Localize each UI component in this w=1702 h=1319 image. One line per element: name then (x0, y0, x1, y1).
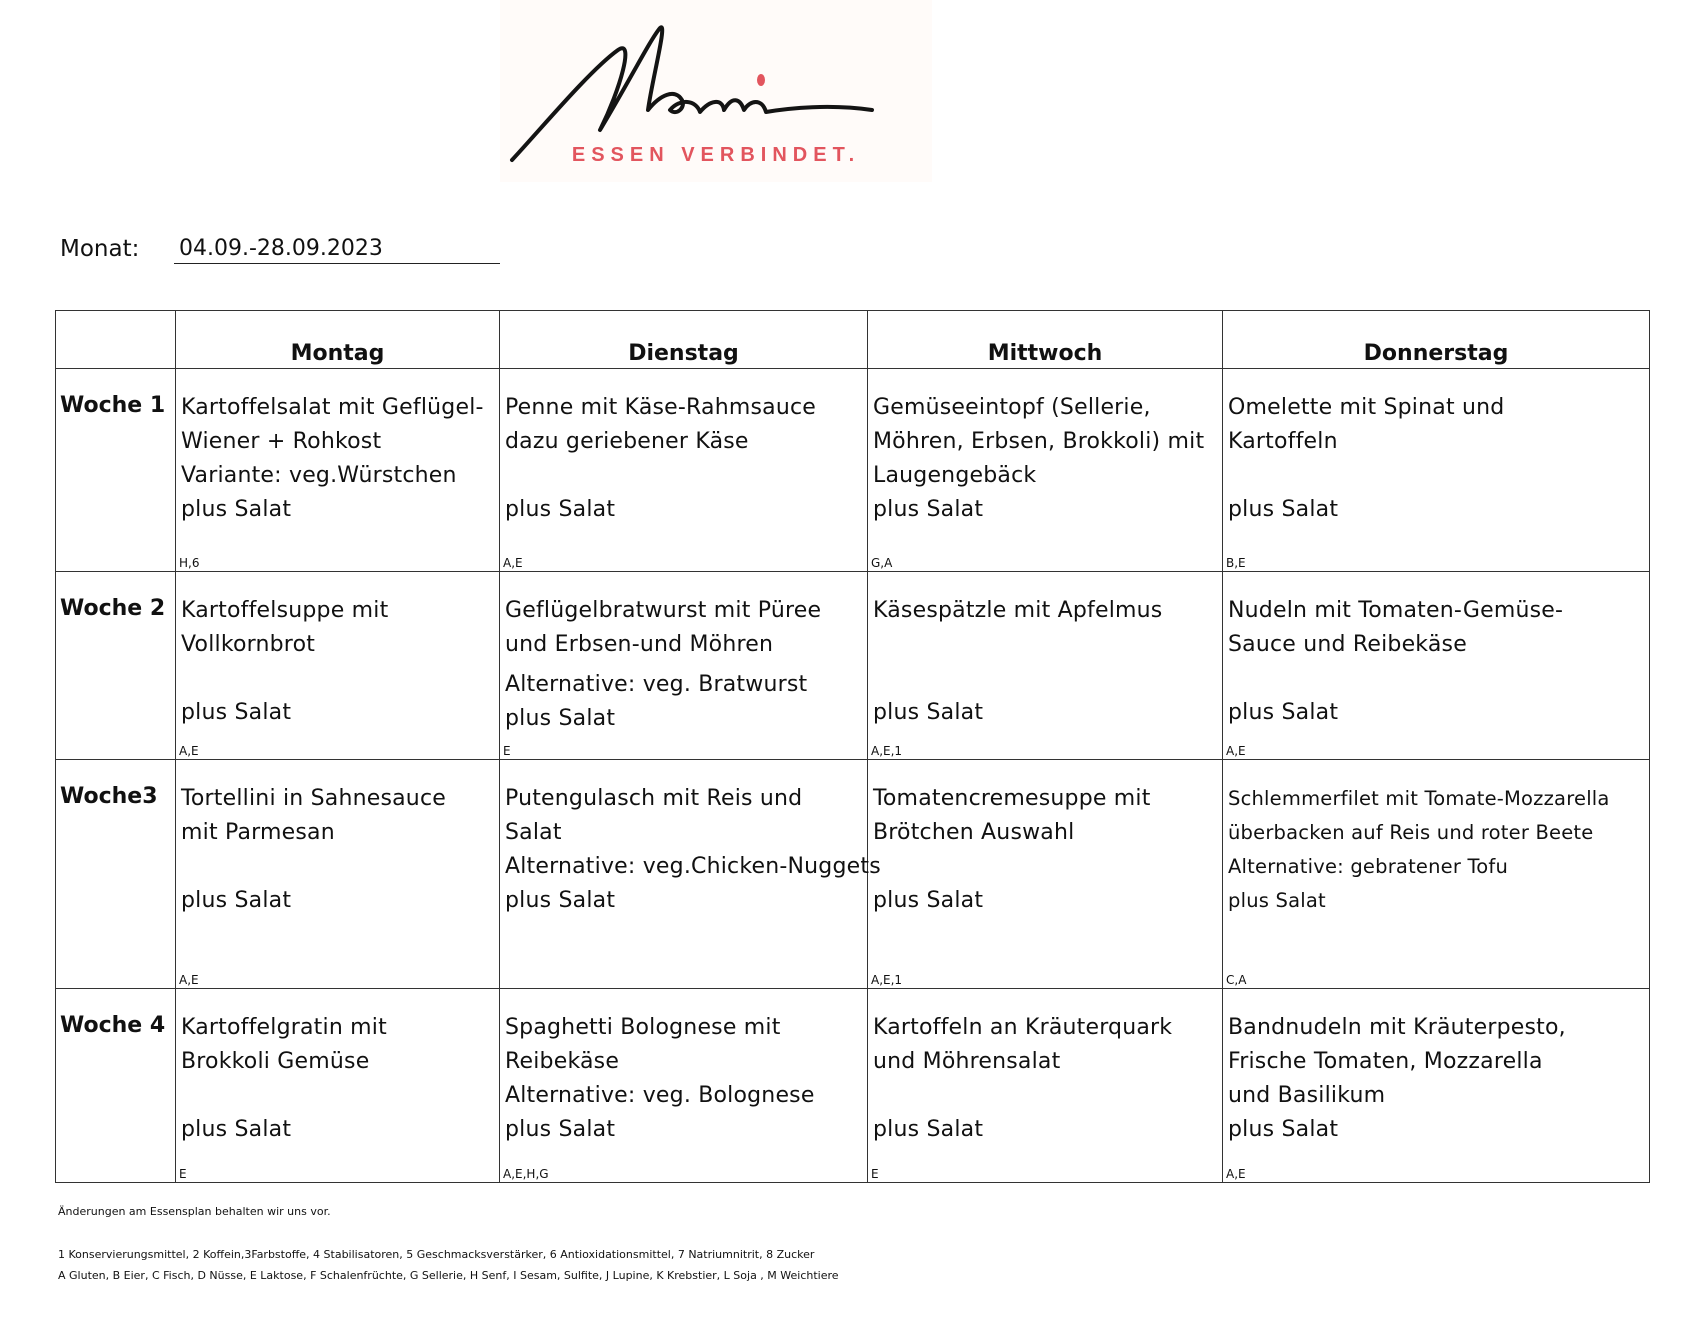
allergen-code: E (179, 1167, 187, 1181)
dish-line: Brötchen Auswahl (873, 820, 1075, 845)
side-dish-line: plus Salat (505, 888, 616, 913)
allergen-code: E (503, 744, 511, 758)
menu-cell (868, 369, 1223, 572)
dish-line: Reibekäse (505, 1049, 620, 1074)
dish-line (873, 1079, 1218, 1113)
menu-cell (500, 760, 881, 989)
dish-line: überbacken auf Reis und roter Beete (1228, 821, 1594, 844)
dish-line (873, 628, 1218, 662)
side-dish-line: plus Salat (181, 700, 292, 725)
dish-line: und Erbsen-und Möhren (505, 632, 774, 657)
dish-line: Brokkoli Gemüse (181, 1049, 370, 1074)
allergen-code: G,A (871, 556, 893, 570)
dish-line: Kartoffelgratin mit (181, 1015, 387, 1040)
dish-line: Tomatencremesuppe mit (873, 786, 1151, 811)
logo-tagline: ESSEN VERBINDET. (571, 144, 861, 166)
dish-line: Kartoffeln an Kräuterquark (873, 1015, 1173, 1040)
menu-cell (1223, 572, 1650, 760)
menu-cell (868, 572, 1223, 760)
allergen-code: A,E,1 (871, 744, 903, 758)
dish-line: mit Parmesan (181, 820, 335, 845)
dish-line: Käsespätzle mit Apfelmus (873, 598, 1163, 623)
side-dish-line: plus Salat (1228, 497, 1339, 522)
side-dish-line: plus Salat (181, 888, 292, 913)
menu-cell (868, 760, 1223, 989)
week-label-cell (56, 760, 176, 989)
week-label: Woche 2 (60, 596, 166, 621)
side-dish-line: plus Salat (505, 1117, 616, 1142)
day-header-row (56, 311, 1650, 369)
week-row (56, 369, 1650, 572)
side-dish-line: plus Salat (181, 1117, 292, 1142)
allergen-code: A,E (179, 973, 199, 987)
week-label: Woche3 (60, 784, 158, 809)
allergen-code: A,E (179, 744, 199, 758)
menu-cell (1223, 760, 1650, 989)
dish-line: Alternative: gebratener Tofu (1228, 855, 1509, 878)
dish-line: Alternative: veg. Bratwurst (505, 672, 808, 697)
menu-cell-body (1223, 760, 1649, 918)
menu-cell-body (176, 572, 499, 730)
day-header-montag: Montag (176, 311, 500, 369)
week-label-cell (56, 572, 176, 760)
menu-cell (176, 369, 500, 572)
dish-line: Tortellini in Sahnesauce (181, 786, 446, 811)
menu-cell-body (500, 989, 867, 1147)
week-label-cell (56, 989, 176, 1183)
menu-cell (176, 760, 500, 989)
dish-line: und Möhrensalat (873, 1049, 1061, 1074)
menu-cell-body (868, 760, 1222, 918)
dish-line: Laugengebäck (873, 463, 1037, 488)
day-header-donnerstag: Donnerstag (1223, 311, 1650, 369)
footer-note: Änderungen am Essensplan behalten wir uns vor. (58, 1205, 331, 1218)
menu-cell-body (868, 572, 1222, 730)
dish-line (181, 1079, 495, 1113)
side-dish-line: plus Salat (873, 700, 984, 725)
menu-cell-body (1223, 369, 1649, 527)
dish-line (1228, 459, 1645, 493)
side-dish-line: plus Salat (1228, 889, 1326, 912)
dish-line: Putengulasch mit Reis und (505, 786, 803, 811)
dish-line: Sauce und Reibekäse (1228, 632, 1467, 657)
dish-line: Bandnudeln mit Kräuterpesto, (1228, 1015, 1566, 1040)
menu-cell (176, 572, 500, 760)
dish-line: Penne mit Käse-Rahmsauce (505, 395, 817, 420)
side-dish-line: plus Salat (1228, 1117, 1339, 1142)
menu-cell (176, 989, 500, 1183)
allergen-code: E (871, 1167, 879, 1181)
menu-plan-table (55, 310, 1650, 1183)
brand-logo (500, 0, 932, 182)
menu-cell-body (176, 989, 499, 1147)
allergen-code: A,E (1226, 744, 1246, 758)
allergen-code: B,E (1226, 556, 1246, 570)
dish-line: Kartoffeln (1228, 429, 1338, 454)
corner-cell (56, 311, 176, 369)
side-dish-line: plus Salat (873, 497, 984, 522)
allergen-code: A,E (1226, 1167, 1246, 1181)
dish-line: Alternative: veg.Chicken-Nuggets (505, 854, 881, 879)
allergen-code: C,A (1226, 973, 1247, 987)
menu-cell-body (500, 572, 867, 736)
dish-line: Wiener + Rohkost (181, 429, 382, 454)
dish-line (505, 459, 863, 493)
dish-line (873, 850, 1218, 884)
menu-cell (868, 989, 1223, 1183)
allergen-code: A,E (503, 556, 523, 570)
dish-line: Omelette mit Spinat und (1228, 395, 1505, 420)
week-label: Woche 1 (60, 393, 166, 418)
allergen-code: H,6 (179, 556, 200, 570)
menu-cell-body (868, 989, 1222, 1147)
dish-line: Kartoffelsuppe mit (181, 598, 389, 623)
dish-line: dazu geriebener Käse (505, 429, 749, 454)
dish-line: Kartoffelsalat mit Geflügel- (181, 395, 484, 420)
week-label-cell (56, 369, 176, 572)
side-dish-line: plus Salat (873, 888, 984, 913)
week-row (56, 760, 1650, 989)
menu-cell-body (500, 760, 881, 918)
dish-line (181, 850, 495, 884)
side-dish-line: plus Salat (1228, 700, 1339, 725)
dish-line: Variante: veg.Würstchen (181, 463, 457, 488)
dish-line: Möhren, Erbsen, Brokkoli) mit (873, 429, 1205, 454)
dish-line: Spaghetti Bolognese mit (505, 1015, 781, 1040)
allergen-code: A,E,1 (871, 973, 903, 987)
dish-line: Vollkornbrot (181, 632, 316, 657)
menu-cell-body (176, 760, 499, 918)
menu-cell (1223, 369, 1650, 572)
menu-cell (500, 989, 868, 1183)
footer-allergens: A Gluten, B Eier, C Fisch, D Nüsse, E Laktose, F Schalenfrüchte, G Sellerie, H Senf, I Sesam, Sulfite, J Lupine, K Krebstier, L Soja , M Weichtiere (58, 1269, 839, 1282)
month-value: 04.09.-28.09.2023 (174, 236, 500, 264)
month-label: Monat: (60, 236, 140, 262)
menu-cell-body (868, 369, 1222, 527)
allergen-code: A,E,H,G (503, 1167, 549, 1181)
menu-cell (500, 369, 868, 572)
dish-line (873, 662, 1218, 696)
dish-line: Frische Tomaten, Mozzarella (1228, 1049, 1543, 1074)
week-row (56, 572, 1650, 760)
menu-cell-body (1223, 989, 1649, 1147)
dish-line (181, 662, 495, 696)
day-header-mittwoch: Mittwoch (868, 311, 1223, 369)
dish-line: Geflügelbratwurst mit Püree (505, 598, 822, 623)
footer-additives: 1 Konservierungsmittel, 2 Koffein,3Farbstoffe, 4 Stabilisatoren, 5 Geschmacksverstärker, 6 Antioxidationsmittel, 7 Natriumnitrit, 8 Zucker (58, 1248, 815, 1261)
side-dish-line: plus Salat (505, 706, 616, 731)
menu-cell-body (1223, 572, 1649, 730)
dish-line: Nudeln mit Tomaten-Gemüse- (1228, 598, 1564, 623)
dish-line: Salat (505, 820, 562, 845)
side-dish-line: plus Salat (505, 497, 616, 522)
dish-line: Gemüseeintopf (Sellerie, (873, 395, 1151, 420)
dish-line: Alternative: veg. Bolognese (505, 1083, 815, 1108)
dish-line: Schlemmerfilet mit Tomate-Mozzarella (1228, 787, 1610, 810)
menu-cell (500, 572, 868, 760)
menu-cell-body (500, 369, 867, 527)
dish-line: und Basilikum (1228, 1083, 1386, 1108)
menu-cell-body (176, 369, 499, 527)
side-dish-line: plus Salat (873, 1117, 984, 1142)
side-dish-line: plus Salat (181, 497, 292, 522)
week-label: Woche 4 (60, 1013, 166, 1038)
day-header-dienstag: Dienstag (500, 311, 868, 369)
week-row (56, 989, 1650, 1183)
dish-line (1228, 662, 1645, 696)
menu-cell (1223, 989, 1650, 1183)
